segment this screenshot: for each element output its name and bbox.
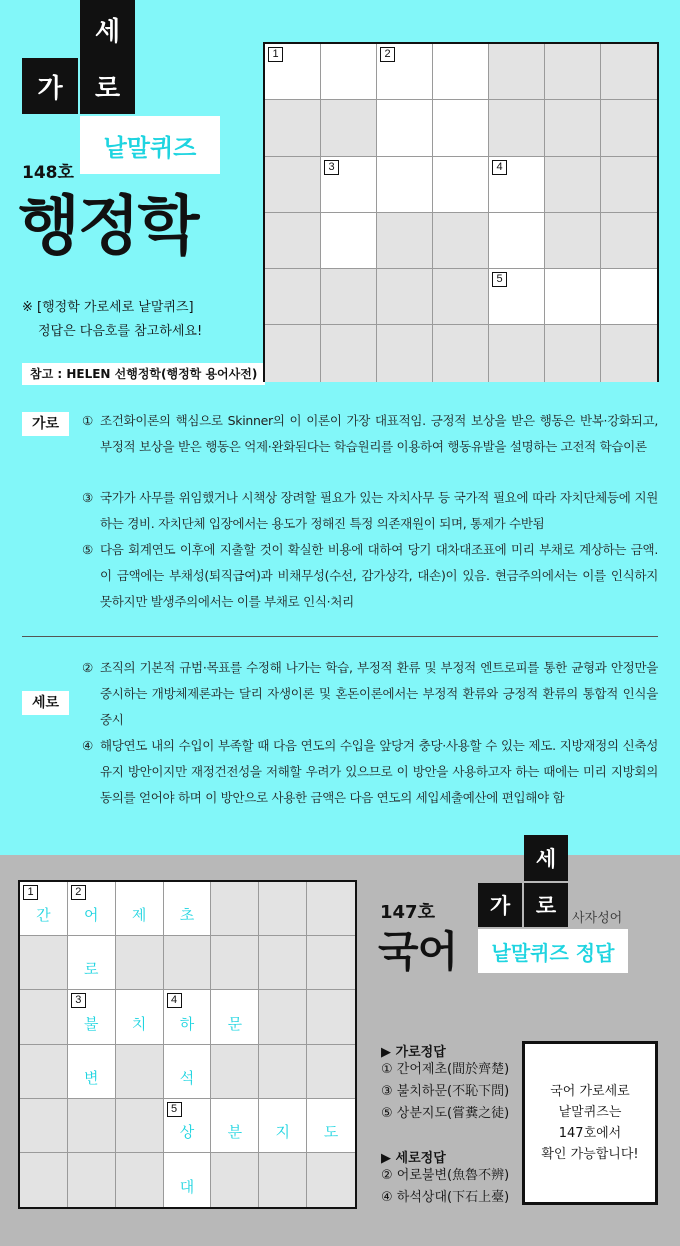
grid-cell-open	[601, 269, 657, 325]
clue-number: 5	[167, 1102, 182, 1117]
grid-row	[265, 269, 657, 325]
grid-cell-blocked	[68, 1099, 116, 1153]
grid-cell-open	[116, 882, 164, 936]
grid-cell-blocked	[307, 1045, 355, 1099]
down-answer-2: ② 어로불변(魚魯不辨)	[381, 1168, 510, 1183]
grid-cell-blocked	[20, 1099, 68, 1153]
down-label: 세로	[22, 691, 69, 715]
across-clue-3: ③ 국가가 사무를 위임했거나 시책상 장려할 필요가 있는 자치사무 등 국가적 필요에 따라 자치단체등에 지원하는 경비. 자치단체 입장에서는 용도가 정해진 특정 의존재원이 되며, 통제가 수반됨	[82, 490, 658, 531]
grid-cell-open	[321, 44, 377, 100]
prev-title-block-ro: 로	[524, 883, 568, 927]
answer-char: 문	[227, 1014, 243, 1033]
grid-cell-blocked	[20, 990, 68, 1044]
reference-label: 참고 : HELEN 선행정학(행정학 용어사전)	[22, 363, 265, 385]
notice-line: 낱말퀴즈는	[558, 1105, 622, 1120]
grid-cell-blocked	[489, 44, 545, 100]
answer-char: 지	[275, 1122, 290, 1141]
grid-cell-blocked	[265, 213, 321, 269]
grid-cell-blocked	[545, 213, 601, 269]
prev-title-block-se: 세	[524, 835, 568, 881]
clue-number: 2	[71, 885, 86, 900]
answer-char: 로	[84, 960, 99, 979]
clue-number: 4	[492, 160, 507, 175]
grid-cell-open	[211, 1099, 259, 1153]
grid-cell-blocked	[433, 325, 489, 381]
grid-cell-blocked	[259, 936, 307, 990]
grid-cell-blocked	[265, 325, 321, 381]
grid-cell-blocked	[211, 1153, 259, 1207]
answer-char: 초	[179, 906, 195, 925]
answer-char: 상	[179, 1122, 195, 1141]
grid-cell-blocked	[259, 1153, 307, 1207]
answer-char: 하	[179, 1014, 195, 1033]
grid-cell-open	[164, 882, 212, 936]
grid-row	[265, 44, 657, 100]
answer-note-line1: ※ [행정학 가로세로 낱말퀴즈]	[22, 300, 194, 315]
grid-cell-open	[489, 157, 545, 213]
grid-cell-blocked	[307, 990, 355, 1044]
grid-cell-blocked	[211, 882, 259, 936]
prev-title-block-ga: 가	[478, 883, 522, 927]
clue-number: 4	[167, 993, 182, 1008]
answer-char: 대	[179, 1178, 195, 1197]
grid-cell-blocked	[265, 100, 321, 156]
across-clue-1: ① 조건화이론의 핵심으로 Skinner의 이 이론이 가장 대표적임. 긍정적 보상을 받은 행동은 반복·강화되고, 부정적 보상을 받은 행동은 억제·완화된다는 학습원리를 이용하여 행동유발을 설명하는 고전적 학습이론	[82, 413, 658, 454]
grid-cell-blocked	[433, 213, 489, 269]
grid-cell-blocked	[601, 157, 657, 213]
divider	[22, 636, 658, 637]
grid-cell-blocked	[307, 936, 355, 990]
grid-cell-blocked	[433, 269, 489, 325]
notice-box	[522, 1041, 658, 1205]
grid-cell-open	[68, 1045, 116, 1099]
grid-cell-blocked	[259, 882, 307, 936]
grid-row	[20, 882, 355, 936]
grid-cell-open	[68, 936, 116, 990]
grid-cell-blocked	[265, 269, 321, 325]
across-answers-heading: ▶ 가로정답	[381, 1045, 446, 1060]
notice-line: 147호에서	[558, 1126, 622, 1141]
clue-number: 2	[380, 47, 395, 62]
clue-number: 1	[268, 47, 283, 62]
grid-row	[20, 990, 355, 1044]
answer-char: 제	[131, 906, 147, 925]
grid-cell-open	[433, 100, 489, 156]
grid-cell-blocked	[259, 1045, 307, 1099]
grid-cell-open	[68, 990, 116, 1044]
across-answer-1: ① 간어제초(間於齊楚)	[381, 1062, 510, 1077]
answer-char: 석	[179, 1068, 195, 1087]
grid-cell-open	[164, 1045, 212, 1099]
grid-cell-open	[68, 882, 116, 936]
grid-cell-open	[377, 44, 433, 100]
across-clue-5: ⑤ 다음 회계연도 이후에 지출할 것이 확실한 비용에 대하여 당기 대차대조표에 미리 부채로 계상하는 금액. 이 금액에는 부채성(퇴직급여)과 비채무성(수선, 감가상각, 대손)이 있음. 현금주의에서는 이를 인식하지 못하지만 발생주의에서는 이를 부채로 인식·처리	[82, 542, 658, 609]
crossword-grid	[263, 42, 659, 382]
grid-cell-blocked	[545, 100, 601, 156]
clue-number: 1	[23, 885, 38, 900]
grid-cell-open	[545, 269, 601, 325]
grid-cell-blocked	[321, 325, 377, 381]
grid-cell-blocked	[377, 325, 433, 381]
grid-cell-blocked	[116, 1045, 164, 1099]
answer-char: 변	[84, 1068, 99, 1087]
across-answer-3: ③ 불치하문(不恥下問)	[381, 1084, 510, 1099]
grid-cell-blocked	[601, 44, 657, 100]
grid-cell-open	[164, 1099, 212, 1153]
grid-cell-blocked	[601, 100, 657, 156]
grid-cell-blocked	[20, 1045, 68, 1099]
previous-category: 사자성어	[572, 911, 623, 926]
answer-char: 어	[84, 906, 99, 925]
quiz-tag: 낱말퀴즈	[80, 116, 220, 174]
grid-cell-open	[20, 882, 68, 936]
grid-row	[20, 1153, 355, 1207]
title-block-se: 세	[80, 0, 135, 58]
title-block-ro: 로	[80, 58, 135, 114]
grid-cell-open	[377, 100, 433, 156]
grid-cell-open	[377, 157, 433, 213]
grid-row	[265, 100, 657, 156]
grid-cell-open	[321, 157, 377, 213]
answer-char: 불	[84, 1014, 99, 1033]
grid-cell-blocked	[545, 325, 601, 381]
grid-cell-open	[116, 990, 164, 1044]
clue-number: 5	[492, 272, 507, 287]
issue-number: 148호	[22, 163, 74, 183]
answer-tag: 낱말퀴즈 정답	[478, 929, 628, 973]
grid-cell-blocked	[377, 213, 433, 269]
grid-cell-blocked	[20, 936, 68, 990]
grid-row	[20, 1099, 355, 1153]
grid-cell-open	[164, 990, 212, 1044]
grid-cell-open	[489, 269, 545, 325]
answer-char: 치	[131, 1014, 147, 1033]
grid-row	[265, 157, 657, 213]
clue-number: 3	[324, 160, 339, 175]
grid-cell-open	[433, 157, 489, 213]
quiz-subject: 행정학	[18, 190, 198, 264]
grid-cell-open	[433, 44, 489, 100]
previous-issue-number: 147호	[380, 902, 435, 923]
grid-cell-blocked	[116, 936, 164, 990]
across-answer-5: ⑤ 상분지도(嘗糞之徒)	[381, 1106, 510, 1121]
grid-cell-blocked	[601, 325, 657, 381]
across-label: 가로	[22, 412, 69, 436]
grid-row	[265, 213, 657, 269]
grid-row	[265, 325, 657, 381]
down-answers-heading: ▶ 세로정답	[381, 1151, 446, 1166]
grid-cell-open	[164, 1153, 212, 1207]
grid-cell-blocked	[116, 1153, 164, 1207]
answer-char: 도	[323, 1122, 339, 1141]
grid-row	[20, 1045, 355, 1099]
answer-char: 분	[227, 1122, 243, 1141]
grid-cell-open	[307, 1099, 355, 1153]
grid-cell-blocked	[116, 1099, 164, 1153]
notice-line: 확인 가능합니다!	[541, 1147, 639, 1162]
grid-cell-blocked	[211, 936, 259, 990]
grid-cell-blocked	[211, 1045, 259, 1099]
grid-cell-blocked	[545, 44, 601, 100]
grid-cell-blocked	[307, 882, 355, 936]
grid-row	[20, 936, 355, 990]
grid-cell-blocked	[601, 213, 657, 269]
grid-cell-blocked	[489, 100, 545, 156]
grid-cell-open	[489, 213, 545, 269]
title-block-ga: 가	[22, 58, 78, 114]
grid-cell-blocked	[321, 269, 377, 325]
grid-cell-open	[321, 213, 377, 269]
answer-grid	[18, 880, 357, 1209]
grid-cell-blocked	[164, 936, 212, 990]
grid-cell-blocked	[68, 1153, 116, 1207]
grid-cell-blocked	[259, 990, 307, 1044]
previous-subject: 국어	[378, 927, 458, 976]
down-clue-4: ④ 해당연도 내의 수입이 부족할 때 다음 연도의 수입을 앞당겨 충당·사용할 수 있는 제도. 지방재정의 신축성 유지 방안이지만 재정건전성을 저해할 우려가 있으므로 이 방안을 사용하고자 하는 때에는 미리 지방회의 동의를 얻어야 하며 이 방안으로 사용한 금액은 다음 연도의 세입세출예산에 편입해야 함	[82, 738, 658, 805]
grid-cell-open	[211, 990, 259, 1044]
grid-cell-blocked	[489, 325, 545, 381]
grid-cell-blocked	[20, 1153, 68, 1207]
answer-char: 간	[36, 906, 51, 925]
grid-cell-open	[259, 1099, 307, 1153]
notice-line: 국어 가로세로	[550, 1084, 630, 1099]
down-answer-4: ④ 하석상대(下石上臺)	[381, 1190, 510, 1205]
grid-cell-blocked	[307, 1153, 355, 1207]
grid-cell-blocked	[545, 157, 601, 213]
grid-cell-blocked	[265, 157, 321, 213]
answer-note-line2: 정답은 다음호를 참고하세요!	[38, 324, 203, 339]
clue-number: 3	[71, 993, 86, 1008]
down-clue-2: ② 조직의 기본적 규범·목표를 수정해 나가는 학습, 부정적 환류 및 부정적 엔트로피를 통한 균형과 안정만을 중시하는 개방체제론과는 달리 자생이론 및 혼돈이론에서는 부정적 환류와 긍정적 환류의 통합적 인식을 중시	[82, 660, 658, 727]
grid-cell-open	[265, 44, 321, 100]
grid-cell-blocked	[377, 269, 433, 325]
grid-cell-blocked	[321, 100, 377, 156]
